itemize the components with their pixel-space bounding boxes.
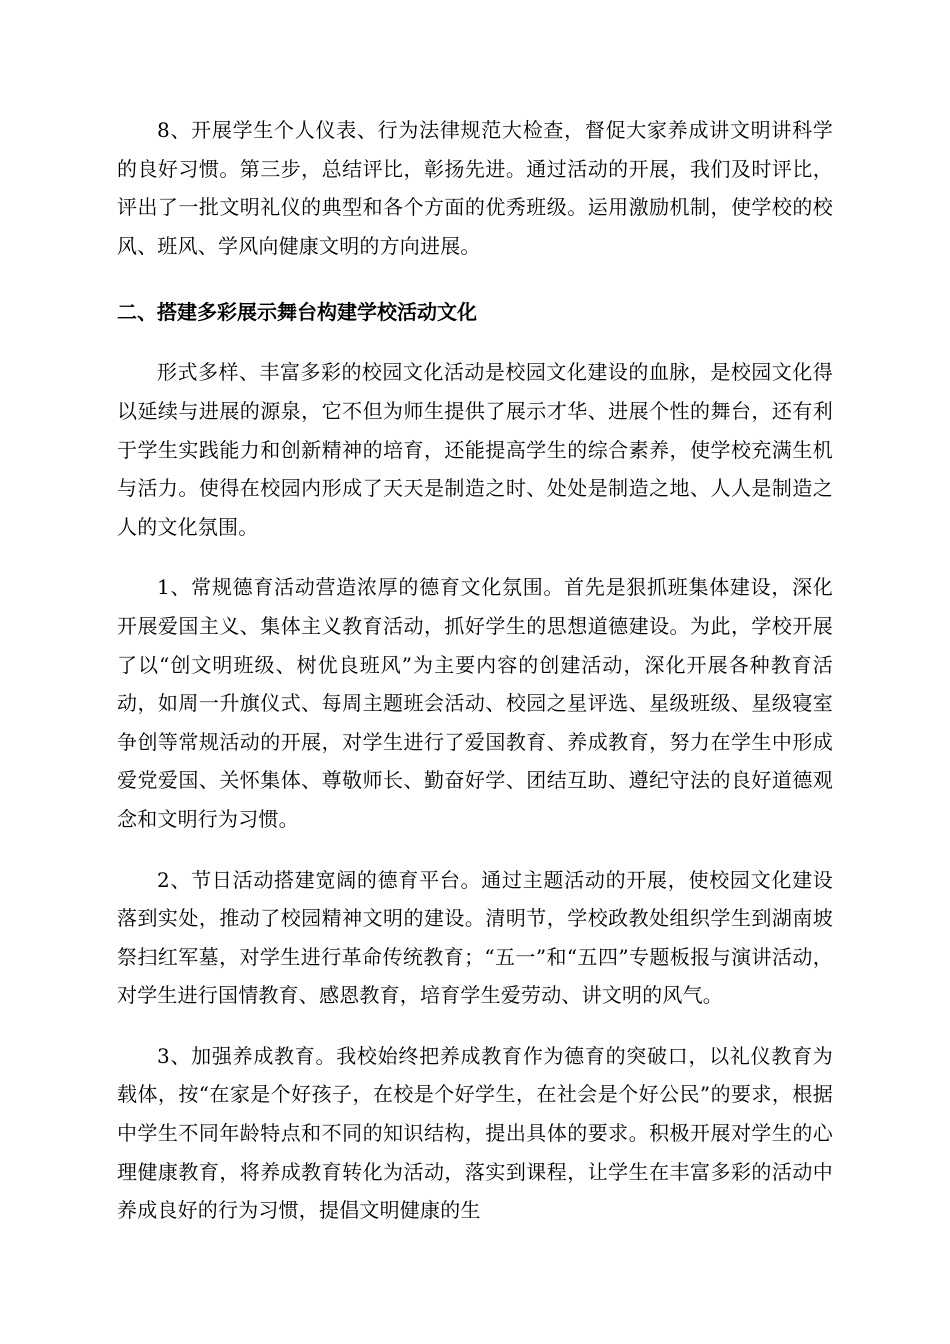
paragraph-item-2: 2、节日活动搭建宽阔的德育平台。通过主题活动的开展，使校园文化建设落到实处，推动了校园精神文明的建设。清明节，学校政教处组织学生到湖南坡祭扫红军墓，对学生进行革命传统教育；“五一”和“五四”专题板报与演讲活动，对学生进行国情教育、感恩教育，培育学生爱劳动、讲文明的风气。 <box>117 867 833 1008</box>
paragraph-intro: 形式多样、丰富多彩的校园文化活动是校园文化建设的血脉，是校园文化得以延续与进展的源泉，它不但为师生提供了展示才华、进展个性的舞台，还有利于学生实践能力和创新精神的培育，还能提高学生的综合素养，使学校充满生机与活力。使得在校园内形成了天天是制造之时、处处是制造之地、人人是制造之人的文化氛围。 <box>117 360 833 539</box>
paragraph-item-8: 8、开展学生个人仪表、行为法律规范大检查，督促大家养成讲文明讲科学的良好习惯。第三步，总结评比，彰扬先进。通过活动的开展，我们及时评比，评出了一批文明礼仪的典型和各个方面的优秀班级。运用激励机制，使学校的校风、班风、学风向健康文明的方向进展。 <box>117 118 833 258</box>
paragraph-item-1: 1、常规德育活动营造浓厚的德育文化氛围。首先是狠抓班集体建设，深化开展爱国主义、集体主义教育活动，抓好学生的思想道德建设。为此，学校开展了以“创文明班级、树优良班风”为主要内容的创建活动，深化开展各种教育活动，如周一升旗仪式、每周主题班会活动、校园之星评选、星级班级、星级寝室争创等常规活动的开展，对学生进行了爱国教育、养成教育，努力在学生中形成爱党爱国、关怀集体、尊敬师长、勤奋好学、团结互助、遵纪守法的良好道德观念和文明行为习惯。 <box>117 575 833 831</box>
document-page <box>117 111 833 1230</box>
paragraph-item-3: 3、加强养成教育。我校始终把养成教育作为德育的突破口，以礼仪教育为载体，按“在家是个好孩子，在校是个好学生，在社会是个好公民”的要求，根据中学生不同年龄特点和不同的知识结构，提出具体的要求。积极开展对学生的心理健康教育，将养成教育转化为活动，落实到课程，让学生在丰富多彩的活动中养成良好的行为习惯，提倡文明健康的生 <box>117 1043 833 1223</box>
section-heading: 二、搭建多彩展示舞台构建学校活动文化 <box>117 300 477 325</box>
